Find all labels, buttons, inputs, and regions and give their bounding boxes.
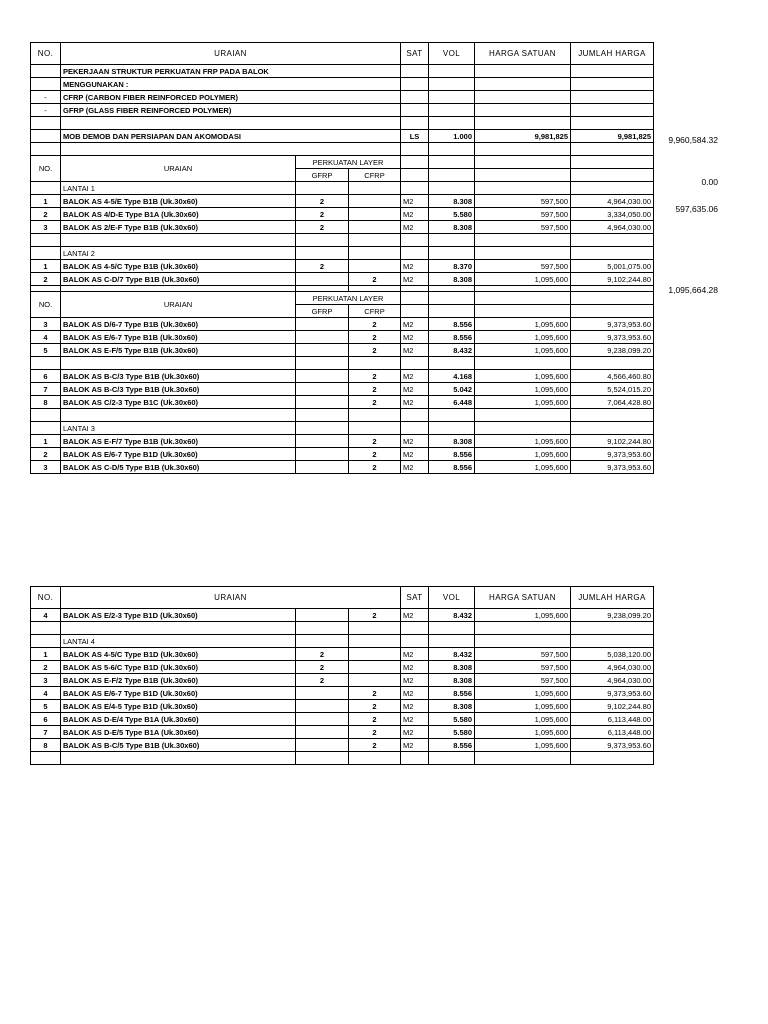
cell-jumlah: 7,064,428.80 [571, 396, 654, 409]
table-row [31, 739, 654, 752]
mob-sat: LS [401, 130, 429, 143]
cell-sat: M2 [401, 461, 429, 474]
cell-sat: M2 [401, 661, 429, 674]
cell-no: 6 [31, 370, 61, 383]
cell-sat: M2 [401, 726, 429, 739]
table-row [31, 609, 654, 622]
cell-sat: M2 [401, 383, 429, 396]
cell-vol: 8.556 [429, 461, 475, 474]
cell-no: 2 [31, 661, 61, 674]
cell-jumlah: 9,373,953.60 [571, 461, 654, 474]
cell-vol: 8.432 [429, 648, 475, 661]
cell-jumlah: 9,102,244.80 [571, 435, 654, 448]
cell-uraian: BALOK AS 4-5/C Type B1B (Uk.30x60) [61, 260, 296, 273]
cell-gfrp [296, 273, 349, 286]
side-value-1: 9,960,584.32 [668, 135, 718, 145]
table-row [31, 687, 654, 700]
cell-jumlah: 9,373,953.60 [571, 739, 654, 752]
table-row [31, 260, 654, 273]
cell-cfrp: 2 [349, 435, 401, 448]
table-header [31, 43, 654, 65]
cell-vol: 8.308 [429, 273, 475, 286]
cell-uraian: BALOK AS 4/D-E Type B1A (Uk.30x60) [61, 208, 296, 221]
cell-no: 7 [31, 726, 61, 739]
cell-cfrp: 2 [349, 461, 401, 474]
cell-uraian: BALOK AS B-C/5 Type B1B (Uk.30x60) [61, 739, 296, 752]
cell-cfrp [349, 661, 401, 674]
cell-cfrp: 2 [349, 448, 401, 461]
cell-jumlah: 9,373,953.60 [571, 687, 654, 700]
cell-uraian: BALOK AS E/6-7 Type B1B (Uk.30x60) [61, 331, 296, 344]
intro-row [31, 91, 654, 104]
cell-harga: 597,500 [475, 208, 571, 221]
cfrp-definition: CFRP (CARBON FIBER REINFORCED POLYMER) [61, 91, 401, 104]
cell-gfrp [296, 726, 349, 739]
cell-sat: M2 [401, 221, 429, 234]
header-harga: HARGA SATUAN [475, 43, 571, 65]
table-header [31, 587, 654, 609]
cell-sat: M2 [401, 674, 429, 687]
cell-sat: M2 [401, 713, 429, 726]
cell-uraian: BALOK AS D/6-7 Type B1B (Uk.30x60) [61, 318, 296, 331]
cell-cfrp [349, 648, 401, 661]
cell-vol: 8.556 [429, 448, 475, 461]
cell-jumlah: 5,524,015.20 [571, 383, 654, 396]
side-value-3: 597,635.06 [675, 204, 718, 214]
intro-title: PEKERJAAN STRUKTUR PERKUATAN FRP PADA BALOK [61, 65, 401, 78]
table-row [31, 396, 654, 409]
cell-cfrp: 2 [349, 713, 401, 726]
table-row [31, 448, 654, 461]
table-row [31, 273, 654, 286]
cell-cfrp: 2 [349, 687, 401, 700]
cell-vol: 8.556 [429, 318, 475, 331]
header-layer: PERKUATAN LAYER [296, 156, 401, 169]
cell-harga: 1,095,600 [475, 396, 571, 409]
section-row [31, 247, 654, 260]
cell-sat: M2 [401, 208, 429, 221]
cell-gfrp [296, 318, 349, 331]
cell-vol: 8.308 [429, 661, 475, 674]
mob-vol: 1.000 [429, 130, 475, 143]
cell-harga: 1,095,600 [475, 700, 571, 713]
cell-no: 1 [31, 435, 61, 448]
cell-sat: M2 [401, 260, 429, 273]
header-uraian: URAIAN [61, 43, 401, 65]
cell-vol: 8.556 [429, 739, 475, 752]
gfrp-definition: GFRP (GLASS FIBER REINFORCED POLYMER) [61, 104, 401, 117]
cell-gfrp [296, 687, 349, 700]
table-row [31, 461, 654, 474]
cell-no: 2 [31, 208, 61, 221]
cell-jumlah: 9,373,953.60 [571, 318, 654, 331]
cell-uraian: BALOK AS D-E/4 Type B1A (Uk.30x60) [61, 713, 296, 726]
cell-gfrp [296, 383, 349, 396]
cell-gfrp [296, 344, 349, 357]
cell-harga: 1,095,600 [475, 370, 571, 383]
cell-cfrp: 2 [349, 609, 401, 622]
cell-jumlah: 9,238,099.20 [571, 609, 654, 622]
cell-no: 7 [31, 383, 61, 396]
cell-gfrp [296, 448, 349, 461]
cell-jumlah: 6,113,448.00 [571, 726, 654, 739]
cell-cfrp: 2 [349, 396, 401, 409]
cell-uraian: BALOK AS 2/E-F Type B1B (Uk.30x60) [61, 221, 296, 234]
cell-harga: 597,500 [475, 674, 571, 687]
cell-vol: 8.308 [429, 674, 475, 687]
side-value-4: 1,095,664.28 [668, 285, 718, 295]
table-row [31, 435, 654, 448]
cell-gfrp [296, 435, 349, 448]
cell-uraian: BALOK AS C-D/5 Type B1B (Uk.30x60) [61, 461, 296, 474]
cell-vol: 8.370 [429, 260, 475, 273]
cell-sat: M2 [401, 448, 429, 461]
cell-no: 3 [31, 318, 61, 331]
cell-sat: M2 [401, 435, 429, 448]
intro-subtitle: MENGGUNAKAN : [61, 78, 401, 91]
mob-jumlah: 9,981,825 [571, 130, 654, 143]
cell-sat: M2 [401, 344, 429, 357]
cell-vol: 8.308 [429, 221, 475, 234]
header-jumlah: JUMLAH HARGA [571, 43, 654, 65]
table-row [31, 370, 654, 383]
cell-no: 3 [31, 221, 61, 234]
cell-harga: 597,500 [475, 221, 571, 234]
header-vol: VOL [429, 43, 475, 65]
cell-sat: M2 [401, 195, 429, 208]
header-uraian: URAIAN [61, 587, 401, 609]
cell-jumlah: 9,373,953.60 [571, 331, 654, 344]
section-lantai-1: LANTAI 1 [61, 182, 296, 195]
header-cfrp: CFRP [349, 169, 401, 182]
header-sat: SAT [401, 587, 429, 609]
cell-uraian: BALOK AS E-F/2 Type B1B (Uk.30x60) [61, 674, 296, 687]
cell-cfrp: 2 [349, 739, 401, 752]
header-no: NO. [31, 292, 61, 318]
cell-gfrp: 2 [296, 661, 349, 674]
intro-row [31, 78, 654, 91]
table-row [31, 331, 654, 344]
cell-uraian: BALOK AS 5-6/C Type B1D (Uk.30x60) [61, 661, 296, 674]
cell-jumlah: 5,038,120.00 [571, 648, 654, 661]
cell-gfrp [296, 331, 349, 344]
cell-cfrp: 2 [349, 273, 401, 286]
cell-vol: 8.556 [429, 331, 475, 344]
cell-cfrp [349, 195, 401, 208]
cell-no: 3 [31, 674, 61, 687]
cell-gfrp [296, 700, 349, 713]
cell-sat: M2 [401, 273, 429, 286]
header-uraian: URAIAN [61, 156, 296, 182]
cell-cfrp: 2 [349, 726, 401, 739]
cell-cfrp: 2 [349, 318, 401, 331]
cell-cfrp: 2 [349, 370, 401, 383]
cell-harga: 597,500 [475, 648, 571, 661]
mob-row [31, 130, 654, 143]
cell-gfrp [296, 396, 349, 409]
cell-no: 5 [31, 344, 61, 357]
cell-no: 8 [31, 739, 61, 752]
cell-jumlah: 9,373,953.60 [571, 448, 654, 461]
cell-harga: 1,095,600 [475, 448, 571, 461]
header-uraian: URAIAN [61, 292, 296, 318]
cell-sat: M2 [401, 318, 429, 331]
table-row [31, 661, 654, 674]
table-row [31, 208, 654, 221]
section-row [31, 182, 654, 195]
section-row [31, 635, 654, 648]
cell-cfrp [349, 260, 401, 273]
cell-no: 3 [31, 461, 61, 474]
cell-gfrp [296, 739, 349, 752]
cell-jumlah: 4,566,460.80 [571, 370, 654, 383]
table-row [31, 383, 654, 396]
cell-gfrp [296, 609, 349, 622]
cell-no: 1 [31, 195, 61, 208]
cell-no: 5 [31, 700, 61, 713]
cell-jumlah: 3,334,050.00 [571, 208, 654, 221]
cell-jumlah: 9,102,244.80 [571, 273, 654, 286]
header-no: NO. [31, 156, 61, 182]
cell-vol: 8.556 [429, 687, 475, 700]
cell-harga: 1,095,600 [475, 331, 571, 344]
header-no: NO. [31, 43, 61, 65]
cell-cfrp [349, 208, 401, 221]
table-row [31, 344, 654, 357]
cell-harga: 1,095,600 [475, 713, 571, 726]
header-gfrp: GFRP [296, 169, 349, 182]
cell-jumlah: 5,001,075.00 [571, 260, 654, 273]
cell-harga: 597,500 [475, 661, 571, 674]
cell-harga: 1,095,600 [475, 739, 571, 752]
cell-sat: M2 [401, 609, 429, 622]
cell-gfrp [296, 461, 349, 474]
cell-uraian: BALOK AS 4-5/E Type B1B (Uk.30x60) [61, 195, 296, 208]
rab-table-1 [30, 42, 654, 474]
table-row [31, 648, 654, 661]
cell-gfrp: 2 [296, 208, 349, 221]
cell-sat: M2 [401, 739, 429, 752]
cell-cfrp: 2 [349, 700, 401, 713]
cell-jumlah: 6,113,448.00 [571, 713, 654, 726]
cell-no: 1 [31, 648, 61, 661]
header-cfrp: CFRP [349, 305, 401, 318]
cell-vol: 8.308 [429, 195, 475, 208]
cell-uraian: BALOK AS C-D/7 Type B1B (Uk.30x60) [61, 273, 296, 286]
header-jumlah: JUMLAH HARGA [571, 587, 654, 609]
cell-cfrp: 2 [349, 383, 401, 396]
cell-cfrp: 2 [349, 331, 401, 344]
header-vol: VOL [429, 587, 475, 609]
cell-vol: 5.580 [429, 713, 475, 726]
sub-header [31, 156, 654, 169]
cell-jumlah: 4,964,030.00 [571, 195, 654, 208]
cell-sat: M2 [401, 396, 429, 409]
header-layer: PERKUATAN LAYER [296, 292, 401, 305]
table-row [31, 726, 654, 739]
cell-gfrp: 2 [296, 648, 349, 661]
cell-vol: 5.042 [429, 383, 475, 396]
cell-uraian: BALOK AS E-F/5 Type B1B (Uk.30x60) [61, 344, 296, 357]
side-value-2: 0.00 [701, 177, 718, 187]
cell-sat: M2 [401, 331, 429, 344]
cell-sat: M2 [401, 700, 429, 713]
intro-row [31, 65, 654, 78]
cell-uraian: BALOK AS B-C/3 Type B1B (Uk.30x60) [61, 370, 296, 383]
header-sat: SAT [401, 43, 429, 65]
cell-uraian: BALOK AS E-F/7 Type B1B (Uk.30x60) [61, 435, 296, 448]
cell-no: 4 [31, 331, 61, 344]
cell-sat: M2 [401, 370, 429, 383]
cell-no: 6 [31, 713, 61, 726]
cell-sat: M2 [401, 648, 429, 661]
cell-vol: 6.448 [429, 396, 475, 409]
cell-harga: 1,095,600 [475, 435, 571, 448]
table-row [31, 700, 654, 713]
cell-jumlah: 4,964,030.00 [571, 661, 654, 674]
cell-vol: 8.432 [429, 344, 475, 357]
cell-gfrp [296, 713, 349, 726]
cell-vol: 8.308 [429, 435, 475, 448]
section-lantai-3: LANTAI 3 [61, 422, 296, 435]
cell-gfrp [296, 370, 349, 383]
cell-no: 2 [31, 448, 61, 461]
section-lantai-4: LANTAI 4 [61, 635, 296, 648]
table-row [31, 674, 654, 687]
cell-harga: 1,095,600 [475, 461, 571, 474]
cell-harga: 597,500 [475, 195, 571, 208]
bullet-dash: - [31, 91, 61, 104]
cell-gfrp: 2 [296, 221, 349, 234]
cell-jumlah: 4,964,030.00 [571, 674, 654, 687]
header-gfrp: GFRP [296, 305, 349, 318]
table-row [31, 318, 654, 331]
bullet-dash: - [31, 104, 61, 117]
cell-cfrp [349, 674, 401, 687]
cell-harga: 1,095,600 [475, 609, 571, 622]
cell-no: 8 [31, 396, 61, 409]
cell-vol: 8.432 [429, 609, 475, 622]
section-row [31, 422, 654, 435]
cell-uraian: BALOK AS E/6-7 Type B1D (Uk.30x60) [61, 448, 296, 461]
table-row [31, 221, 654, 234]
cell-uraian: BALOK AS C/2-3 Type B1C (Uk.30x60) [61, 396, 296, 409]
cell-uraian: BALOK AS E/2-3 Type B1D (Uk.30x60) [61, 609, 296, 622]
sub-header [31, 292, 654, 305]
section-lantai-2: LANTAI 2 [61, 247, 296, 260]
cell-harga: 1,095,600 [475, 344, 571, 357]
cell-uraian: BALOK AS D-E/5 Type B1A (Uk.30x60) [61, 726, 296, 739]
cell-uraian: BALOK AS 4-5/C Type B1D (Uk.30x60) [61, 648, 296, 661]
header-harga: HARGA SATUAN [475, 587, 571, 609]
cell-vol: 4.168 [429, 370, 475, 383]
cell-uraian: BALOK AS E/6-7 Type B1D (Uk.30x60) [61, 687, 296, 700]
cell-harga: 1,095,600 [475, 318, 571, 331]
cell-no: 4 [31, 609, 61, 622]
cell-harga: 597,500 [475, 260, 571, 273]
cell-jumlah: 9,102,244.80 [571, 700, 654, 713]
cell-gfrp: 2 [296, 674, 349, 687]
cell-no: 4 [31, 687, 61, 700]
cell-vol: 5.580 [429, 208, 475, 221]
header-no: NO. [31, 587, 61, 609]
intro-row [31, 104, 654, 117]
cell-harga: 1,095,600 [475, 383, 571, 396]
mob-harga: 9,981,825 [475, 130, 571, 143]
cell-uraian: BALOK AS E/4-5 Type B1D (Uk.30x60) [61, 700, 296, 713]
cell-jumlah: 9,238,099.20 [571, 344, 654, 357]
cell-gfrp: 2 [296, 195, 349, 208]
cell-harga: 1,095,600 [475, 273, 571, 286]
cell-uraian: BALOK AS B-C/3 Type B1B (Uk.30x60) [61, 383, 296, 396]
mob-uraian: MOB DEMOB DAN PERSIAPAN DAN AKOMODASI [61, 130, 401, 143]
cell-harga: 1,095,600 [475, 726, 571, 739]
table-row [31, 713, 654, 726]
rab-table-2 [30, 586, 654, 765]
cell-no: 2 [31, 273, 61, 286]
cell-vol: 5.580 [429, 726, 475, 739]
cell-jumlah: 4,964,030.00 [571, 221, 654, 234]
cell-sat: M2 [401, 687, 429, 700]
cell-cfrp [349, 221, 401, 234]
cell-harga: 1,095,600 [475, 687, 571, 700]
cell-gfrp: 2 [296, 260, 349, 273]
cell-vol: 8.308 [429, 700, 475, 713]
table-row [31, 195, 654, 208]
cell-cfrp: 2 [349, 344, 401, 357]
cell-no: 1 [31, 260, 61, 273]
